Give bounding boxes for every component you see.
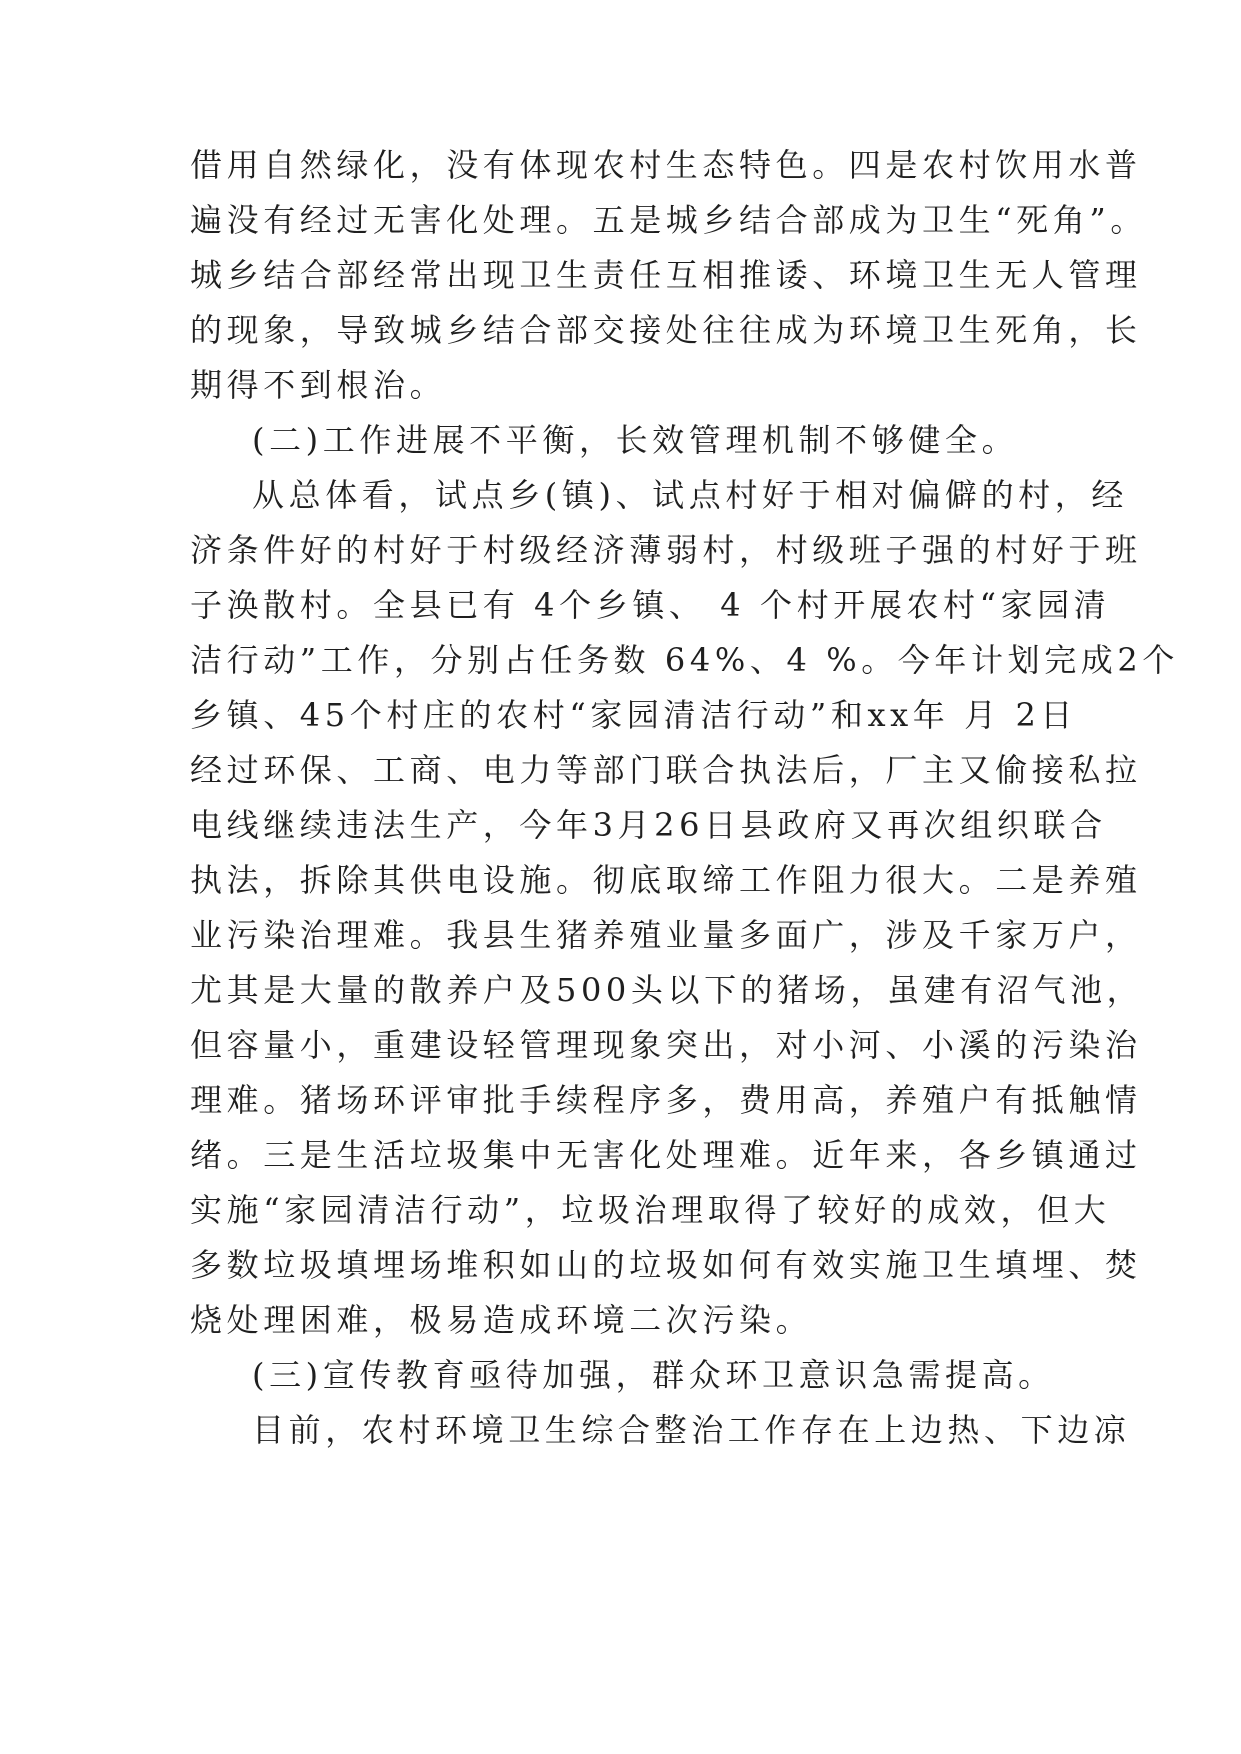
- text-line: 绪。三是生活垃圾集中无害化处理难。近年来，各乡镇通过: [190, 1136, 1142, 1174]
- text-line: 济条件好的村好于村级经济薄弱村，村级班子强的村好于班: [190, 531, 1142, 569]
- text-line: 实施“家园清洁行动”，垃圾治理取得了较好的成效，但大: [190, 1191, 1111, 1229]
- text-line: 期得不到根治。: [190, 366, 447, 404]
- text-line: 执法，拆除其供电设施。彻底取缔工作阻力很大。二是养殖: [190, 861, 1142, 899]
- text-line: 但容量小，重建设轻管理现象突出，对小河、小溪的污染治: [190, 1026, 1142, 1064]
- text-line: 的现象，导致城乡结合部交接处往往成为环境卫生死角，长: [190, 311, 1142, 349]
- text-line: 从总体看，试点乡(镇)、试点村好于相对偏僻的村，经: [252, 476, 1128, 514]
- text-line: 借用自然绿化，没有体现农村生态特色。四是农村饮用水普: [190, 146, 1142, 184]
- section-heading: (二)工作进展不平衡，长效管理机制不够健全。: [252, 421, 1019, 459]
- text-line: 洁行动”工作，分别占任务数 64%、4 %。今年计划完成2个: [190, 641, 1179, 679]
- text-line: 子涣散村。全县已有 4个乡镇、 4 个村开展农村“家园清: [190, 586, 1111, 624]
- text-line: 多数垃圾填埋场堆积如山的垃圾如何有效实施卫生填埋、焚: [190, 1246, 1142, 1284]
- section-heading: (三)宣传教育亟待加强，群众环卫意识急需提高。: [252, 1356, 1055, 1394]
- text-line: 电线继续违法生产，今年3月26日县政府又再次组织联合: [190, 806, 1107, 844]
- text-line: 乡镇、45个村庄的农村“家园清洁行动”和xx年 月 2日: [190, 696, 1078, 734]
- text-line: 业污染治理难。我县生猪养殖业量多面广，涉及千家万户，: [190, 916, 1142, 954]
- text-line: 城乡结合部经常出现卫生责任互相推诿、环境卫生无人管理: [190, 256, 1142, 294]
- text-line: 烧处理困难，极易造成环境二次污染。: [190, 1301, 813, 1339]
- text-line: 理难。猪场环评审批手续程序多，费用高，养殖户有抵触情: [190, 1081, 1142, 1119]
- text-line: 经过环保、工商、电力等部门联合执法后，厂主又偷接私拉: [190, 751, 1142, 789]
- text-line: 遍没有经过无害化处理。五是城乡结合部成为卫生“死角”。: [190, 201, 1147, 239]
- text-line: 目前，农村环境卫生综合整治工作存在上边热、下边凉: [252, 1411, 1131, 1449]
- text-line: 尤其是大量的散养户及500头以下的猪场，虽建有沼气池，: [190, 971, 1144, 1009]
